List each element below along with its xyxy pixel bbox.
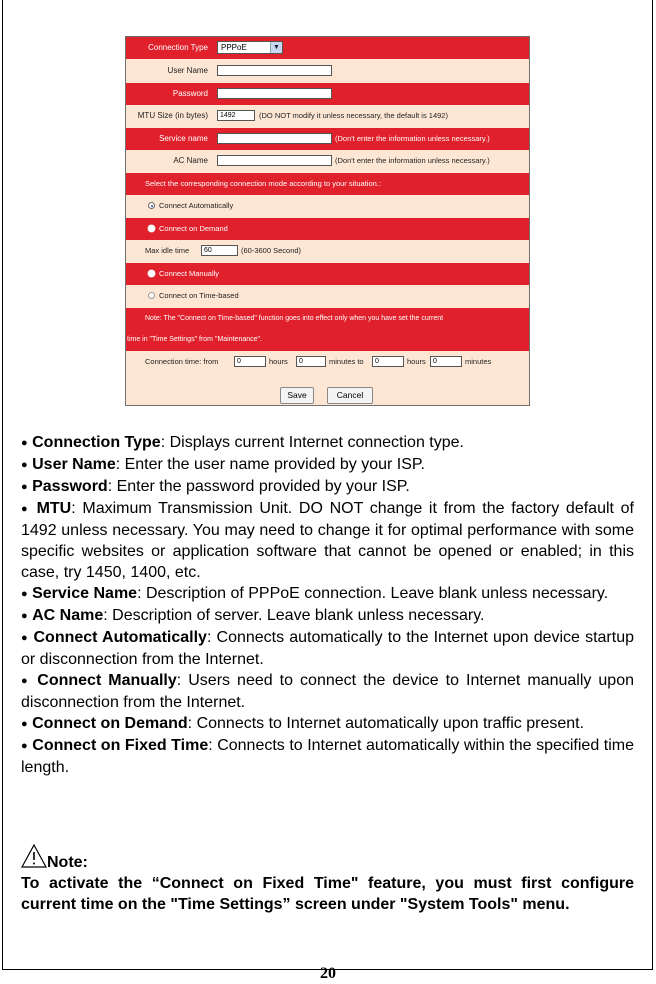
list-item bbox=[21, 583, 634, 605]
bullet-icon: ● bbox=[21, 588, 28, 600]
description: : Users need to connect the device to Internet manually upon disconnection from the Internet. bbox=[21, 672, 634, 711]
connect-manual-label: Connect Manually bbox=[159, 269, 220, 278]
description: : Description of PPPoE connection. Leave blank unless necessary. bbox=[137, 585, 609, 602]
note-title: Note: bbox=[47, 854, 88, 871]
minutes-to-label: minutes to bbox=[329, 357, 364, 366]
hours2-label: hours bbox=[407, 357, 426, 366]
service-name-hint: (Don't enter the information unless necessary.) bbox=[335, 134, 490, 143]
connect-demand-label: Connect on Demand bbox=[159, 224, 228, 233]
description: : Enter the password provided by your ISP. bbox=[107, 478, 410, 495]
list-item bbox=[21, 605, 634, 627]
term: MTU bbox=[36, 500, 72, 517]
user-name-row bbox=[126, 60, 529, 82]
time-note-line-1: Note: The "Connect on Time-based" function goes into effect only when you have set the current bbox=[145, 315, 444, 322]
description: : Maximum Transmission Unit. DO NOT change it from the factory default of 1492 unless necessary. You may need to change it for optimal performance with some specific websites or application software that cannot be opened or enabled; in this case, try 1450, 1400, etc. bbox=[21, 500, 634, 581]
connect-manual-radio[interactable] bbox=[148, 270, 155, 277]
term: Connect Automatically bbox=[33, 629, 207, 646]
connect-demand-radio[interactable] bbox=[148, 225, 155, 232]
max-idle-input[interactable]: 60 bbox=[201, 245, 238, 256]
connect-time-radio[interactable] bbox=[148, 292, 155, 299]
description: : Connects automatically to the Internet upon device startup or disconnection from the Internet. bbox=[21, 629, 635, 668]
list-item bbox=[21, 432, 634, 454]
term: Connection Type bbox=[32, 434, 161, 451]
max-idle-hint: (60-3600 Second) bbox=[241, 246, 302, 255]
password-label: Password bbox=[172, 89, 208, 98]
bullet-icon: ● bbox=[21, 675, 31, 687]
connection-time-row bbox=[126, 351, 529, 373]
description: : Displays current Internet connection type. bbox=[160, 434, 464, 451]
connection-type-row bbox=[126, 37, 529, 59]
ac-name-input[interactable] bbox=[217, 155, 332, 166]
bullet-icon: ● bbox=[21, 740, 28, 752]
user-name-input[interactable] bbox=[217, 65, 332, 76]
time-note-row-2 bbox=[126, 329, 529, 351]
chevron-down-icon[interactable]: ▼ bbox=[270, 42, 282, 53]
description: : Description of server. Leave blank unless necessary. bbox=[103, 607, 485, 624]
password-row bbox=[126, 83, 529, 105]
page-number: 20 bbox=[320, 965, 336, 982]
max-idle-label: Max idle time bbox=[145, 246, 190, 255]
connection-type-select[interactable] bbox=[217, 41, 283, 54]
list-item bbox=[21, 476, 634, 498]
connect-auto-label: Connect Automatically bbox=[159, 201, 234, 210]
cancel-button[interactable]: Cancel bbox=[327, 387, 373, 404]
time-note-row-1 bbox=[126, 308, 529, 330]
list-item bbox=[21, 627, 634, 670]
password-input[interactable] bbox=[217, 88, 332, 99]
connect-auto-row bbox=[126, 195, 529, 217]
minutes2-label: minutes bbox=[465, 357, 492, 366]
connect-demand-row bbox=[126, 218, 529, 240]
connect-manual-row bbox=[126, 263, 529, 285]
bullet-icon: ● bbox=[21, 481, 28, 493]
hours-label: hours bbox=[269, 357, 288, 366]
ac-name-hint: (Don't enter the information unless necessary.) bbox=[335, 156, 490, 165]
term: Service Name bbox=[32, 585, 138, 602]
list-item bbox=[21, 454, 634, 476]
bullet-icon: ● bbox=[21, 718, 28, 730]
save-button[interactable]: Save bbox=[280, 387, 314, 404]
user-name-label: User Name bbox=[167, 66, 208, 75]
bullet-icon: ● bbox=[21, 503, 30, 515]
mtu-input[interactable]: 1492 bbox=[217, 110, 255, 121]
ac-name-row bbox=[126, 150, 529, 172]
warning-icon bbox=[21, 843, 47, 874]
note-text: To activate the “Connect on Fixed Time" feature, you must first configure current time on the "Time Settings” screen under "System Tools" menu. bbox=[21, 875, 634, 913]
list-item bbox=[21, 498, 634, 583]
term: AC Name bbox=[32, 607, 104, 624]
term: User Name bbox=[32, 456, 116, 473]
list-item bbox=[21, 713, 634, 735]
time-from-hours-input[interactable]: 0 bbox=[234, 356, 266, 367]
description: : Connects to Internet automatically upon traffic present. bbox=[187, 715, 585, 732]
max-idle-row bbox=[126, 240, 529, 262]
list-item bbox=[21, 670, 634, 713]
mtu-row bbox=[126, 105, 529, 127]
mtu-hint: (DO NOT modify it unless necessary, the default is 1492) bbox=[259, 111, 448, 120]
connect-time-label: Connect on Time-based bbox=[159, 291, 239, 300]
connect-time-row bbox=[126, 285, 529, 307]
conn-time-from-label: Connection time: from bbox=[145, 357, 219, 366]
description: : Enter the user name provided by your ISP. bbox=[115, 456, 425, 473]
bullet-icon: ● bbox=[21, 632, 29, 644]
connect-auto-radio[interactable] bbox=[148, 202, 155, 209]
time-note-line-2: time in "Time Settings" from "Maintenance". bbox=[127, 336, 262, 343]
description-list bbox=[21, 432, 634, 778]
bullet-icon: ● bbox=[21, 610, 28, 622]
term: Connect on Fixed Time bbox=[32, 737, 209, 754]
term: Password bbox=[32, 478, 108, 495]
time-from-minutes-input[interactable]: 0 bbox=[296, 356, 326, 367]
ac-name-label: AC Name bbox=[173, 156, 208, 165]
select-mode-text: Select the corresponding connection mode according to your situation.: bbox=[145, 179, 381, 188]
term: Connect Manually bbox=[37, 672, 177, 689]
time-to-hours-input[interactable]: 0 bbox=[372, 356, 404, 367]
connection-type-label: Connection Type bbox=[148, 43, 208, 52]
time-to-minutes-input[interactable]: 0 bbox=[430, 356, 462, 367]
select-mode-row bbox=[126, 173, 529, 195]
term: Connect on Demand bbox=[32, 715, 188, 732]
connection-type-value: PPPoE bbox=[221, 43, 247, 52]
note-heading bbox=[21, 843, 88, 874]
service-name-row bbox=[126, 128, 529, 150]
bullet-icon: ● bbox=[21, 459, 28, 471]
router-settings-screenshot bbox=[125, 36, 530, 406]
service-name-label: Service name bbox=[159, 134, 208, 143]
list-item bbox=[21, 735, 634, 778]
mtu-label: MTU Size (in bytes) bbox=[137, 111, 208, 120]
bullet-icon: ● bbox=[21, 437, 28, 449]
description: : Connects to Internet automatically within the specified time length. bbox=[21, 737, 634, 776]
service-name-input[interactable] bbox=[217, 133, 332, 144]
